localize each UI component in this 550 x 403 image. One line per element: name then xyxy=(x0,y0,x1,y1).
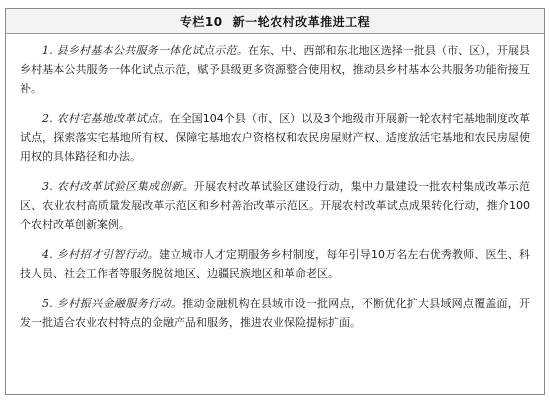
item-reform-pilot-zones xyxy=(20,177,530,234)
item-county-public-services xyxy=(20,41,530,98)
column-label: 专栏10 xyxy=(179,14,223,29)
column-box xyxy=(5,8,545,395)
column-title: 新一轮农村改革推进工程 xyxy=(232,14,371,29)
item-text: 建立城市人才定期服务乡村制度，每年引导10万名左右优秀教师、医生、科技人员、社会工作者等服务脱贫地区、边疆民族地区和革命老区。 xyxy=(20,248,530,280)
item-text: 推动金融机构在县域市设一批网点，不断优化扩大县域网点覆盖面，开发一批适合农业农村特点的金融产品和服务，推进农业保险提标扩面。 xyxy=(20,297,530,329)
item-financial-services xyxy=(20,294,530,332)
item-text: 开展农村改革试验区建设行动，集中力量建设一批农村集成改革示范区、农业农村高质量发展改革示范区和乡村善治改革示范区。开展农村改革试点成果转化行动，推介100个农村改革创新案例。 xyxy=(20,180,530,231)
item-title: 3. 农村改革试验区集成创新。 xyxy=(42,180,194,193)
item-title: 4. 乡村招才引智行动。 xyxy=(42,248,159,261)
item-text: 在全国104个县（市、区）以及3个地级市开展新一轮农村宅基地制度改革试点，探索落实宅基地所有权、保障宅基地农户资格权和农民房屋财产权、适度放活宅基地和农民房屋使用权的具体路径和办法。 xyxy=(20,112,530,163)
item-title: 5. 乡村振兴金融服务行动。 xyxy=(42,297,183,310)
item-title: 2. 农村宅基地改革试点。 xyxy=(42,112,170,125)
item-homestead-reform xyxy=(20,109,530,166)
column-body xyxy=(6,34,544,332)
item-title: 1. 县乡村基本公共服务一体化试点示范。 xyxy=(42,44,249,57)
column-header xyxy=(6,9,544,34)
item-talent-attraction xyxy=(20,245,530,283)
item-text: 在东、中、西部和东北地区选择一批县（市、区），开展县乡村基本公共服务一体化试点示范，赋予县级更多资源整合使用权，推动县乡村基本公共服务功能衔接互补。 xyxy=(20,44,530,95)
